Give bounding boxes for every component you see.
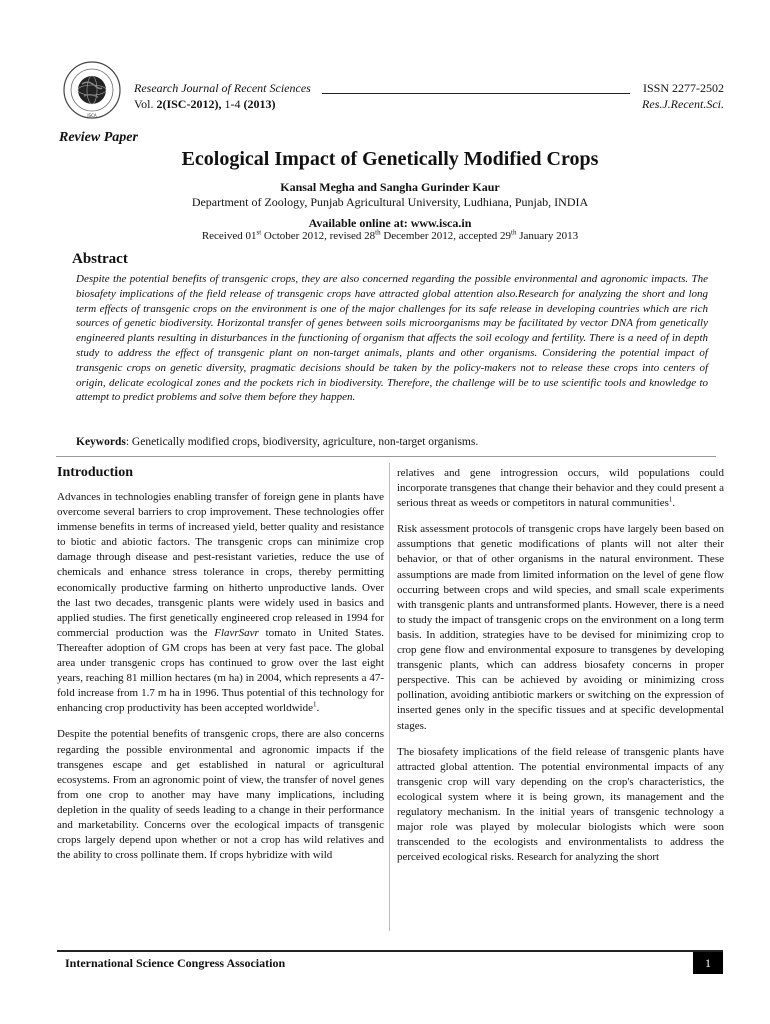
issn: ISSN 2277-2502 [642,81,724,95]
intro-paragraph-4: Risk assessment protocols of transgenic crops have largely been based on assumptions that genetic modifications of plants will not alter their behavior, or that of other organisms in the natural environment. These assumptions are made from limited information on the level of gene flow occurring between crops and wild species, and small scale experiments with transgenic plants and untransformed plants. However, there is a need to study the impact of transgenic crops on the environment on a long term basis. In addition, strategies have to be devised for minimizing crop to crop gene flow and environmental exposure to transgenes by developing transgenic plants, which can address biosafety concerns in proper perspective. This can be achieved by avoiding or minimizing cross pollination, avoiding antibiotic markers or switching on the expression of inserted genes only in the specific tissues and at specific developmental stages. [397,523,724,732]
p1-text-b: tomato in United States. Thereafter adoption of GM crops has been at very fast pace. The global area under transgenic crops has continued to grow over the last eight years, reaching 81 million hectares (m ha) in 2004, which represents a 47-fold increase from 1.7 m ha in 1996. Thus potential of this technology for enhancing crop productivity has been accepted worldwide [57,626,384,715]
volume-prefix: Vol. [134,97,157,111]
p1-italic: FlavrSavr [214,626,259,639]
introduction-heading: Introduction [57,465,133,480]
header-right [642,80,724,112]
affiliation: Department of Zoology, Punjab Agricultural University, Ludhiana, Punjab, INDIA [191,195,589,209]
paper-title: Ecological Impact of Genetically Modified Crops [181,148,599,170]
isca-logo-icon [60,60,124,120]
abstract-heading: Abstract [72,251,128,267]
column-divider [389,463,390,931]
page-footer [57,950,723,974]
intro-paragraph-1 [57,490,384,716]
year: (2013) [243,97,276,111]
right-column [397,466,724,876]
footer-org: International Science Congress Association [65,956,286,970]
header-left [134,80,311,112]
available-online: Available online at: www.isca.in [308,216,472,230]
r1-citation: 1 [668,495,673,504]
journal-header [60,58,724,118]
authors: Kansal Megha and Sangha Gurinder Kaur [280,180,500,194]
article-type: Review Paper [59,130,138,145]
received-c: December 2012, accepted 29 [380,230,511,242]
r1-text: relatives and gene introgression occurs, wild populations could incorporate transgenes that change their behavior and they could present a serious threat as weeds or competitors in natural communities [397,467,724,510]
journal-abbrev: Res.J.Recent.Sci. [642,97,724,111]
received-b: October 2012, revised 28 [261,230,376,242]
section-divider [56,456,716,457]
received-c-sup: th [511,228,517,237]
intro-paragraph-5: The biosafety implications of the field release of transgenic plants have attracted global attention. The potential environmental impacts of any transgenic crop will vary depending on the crop's characteristics, the ecological system where it is being grown, its management and the regulatory mechanism. In the initial years of transgenic technology a major role was played by molecular biologists which were soon transcended to the ecologists and environmentalists to address the perceived ecological risks. Research for analyzing the short [397,745,724,864]
pages: 1-4 [221,97,244,111]
header-rule [322,93,630,94]
received-a: Received 01 [201,230,257,242]
keywords [76,436,716,448]
received-a-sup: st [256,228,262,237]
keywords-label: Keywords [76,436,126,448]
volume-line [134,96,311,112]
received-b-sup: th [375,228,381,237]
received-d: January 2013 [516,230,579,242]
p1-text-a: Advances in technologies enabling transfer of foreign gene in plants have overcome several barriers to crop improvement. These technologies offer immense benefits in terms of increased yield, better quality and resistance to biotic and abiotic factors. The transgenic crops can minimize crop damage through disease and pest-resistant varieties, reduce the use of chemicals and enhance stress tolerance in crops, thereby permitting economically productive farming on hitherto unproductive lands. Over the last two decades, transgenic plants were widely used in basics and applied studies. The first genetically engineered crop released in 1994 for commercial production was the [57,491,384,639]
r1-end: . [672,497,676,510]
journal-name: Research Journal of Recent Sciences [134,81,311,95]
intro-paragraph-3 [397,466,724,511]
abstract-text: Despite the potential benefits of transgenic crops, they are also concerned regarding the possible environmental and agronomic impacts. The biosafety implications of the field release of transgenic crops have attracted global attention also.Research for analyzing the short and long term effects of transgenic crops on the environment is one of the major challenges for its safe release in developing countries which are rich sources of genetic biodiversity. Horizontal transfer of genes between soils microorganisms may be facilitated by vector DNA from genetically engineered plants resulting in disturbances in the functioning of organism that affects the soil ecology and fertility. There is a need of in depth study to address the effect of transgenic plant on non-target animals, plants and other organisms. Considering the potential impact of transgenic crops on genetic diversity, pragmatic decisions should be taken by the policy-makers not to release these crops into centers of origin, delicate ecological zones and the pockets rich in biodiversity. Therefore, the challenge will be to use scientific tools and knowledge to attempt to predict problems and solve them before they happen. [76,273,708,404]
svg-text:ISCA: ISCA [87,113,97,118]
volume-issue: 2(ISC-2012), [156,97,222,111]
received-dates [60,230,720,242]
intro-paragraph-2: Despite the potential benefits of transgenic crops, there are also concerns regarding the possible environmental and agronomic impacts if the transgenes escape and get established in natural or agricultural ecosystems. From an agronomic point of view, the transfer of novel genes from one crop to another may have many implications, including depletion in the quality of seeds leading to a change in their performance and marketability. Concerns over the ecological impacts of transgenic crops largely depend upon whether or not a crop has wild relatives and the ability to cross pollinate them. If crops hybridize with wild [57,728,384,862]
keywords-text: : Genetically modified crops, biodiversity, agriculture, non-target organisms. [125,436,479,448]
p1-end: . [316,702,320,715]
p1-citation: 1 [312,700,317,709]
left-column [57,490,384,874]
page-number: 1 [693,952,723,974]
